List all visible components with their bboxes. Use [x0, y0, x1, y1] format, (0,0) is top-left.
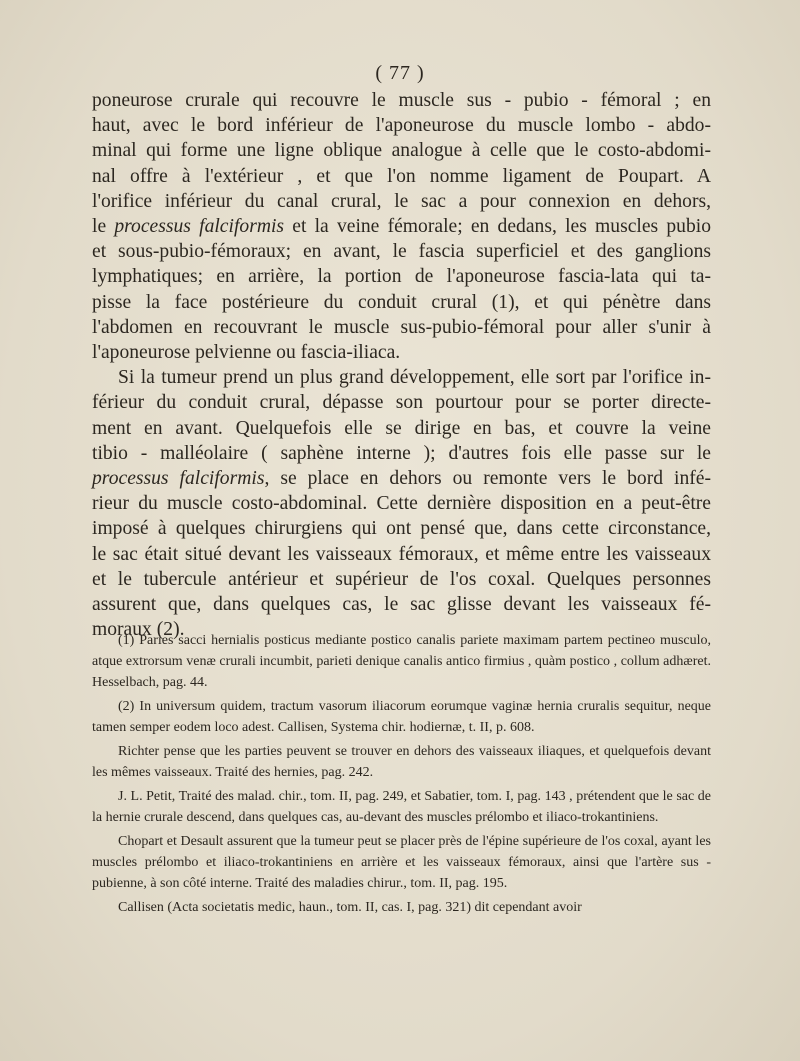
main-text — [92, 88, 711, 642]
text-line: nal offre à l'extérieur , et que l'on nomme ligament de Poupart. A — [92, 165, 711, 187]
text-line: Si la tumeur prend un plus grand développement, elle sort par l'orifice in- — [118, 367, 711, 389]
text-line: tibio - malléolaire ( saphène interne ); d'autres fois elle passe sur le — [92, 442, 711, 464]
latin-term: processus falciformis — [114, 216, 285, 238]
footnote: (1) Paries sacci hernialis posticus mediante postico canalis pariete maximam partem pectineo musculo, atque extrorsum venæ crurali incumbit, parieti denique canalis antico firmius , quàm postico , collum adhæret. Hesselbach, pag. 44. — [92, 633, 711, 690]
text-line: ment en avant. Quelquefois elle se dirige en bas, et couvre la veine — [92, 417, 711, 439]
text-line — [92, 214, 711, 239]
page-number: ( 77 ) — [375, 62, 425, 84]
text-line: le sac était situé devant les vaisseaux fémoraux, et même entre les vaisseaux — [92, 543, 711, 565]
text-fragment: , se place en dehors ou remonte vers le bord infé- — [264, 468, 711, 490]
footnote: (2) In universum quidem, tractum vasorum iliacorum eorumque vaginæ hernia cruralis sequitur, neque tamen semper eodem loco adest. Callisen, Systema chir. hodiernæ, t. II, p. 608. — [92, 699, 711, 735]
text-line: l'orifice inférieur du canal crural, le sac a pour connexion en dehors, — [92, 190, 711, 212]
text-line: rieur du muscle costo-abdominal. Cette dernière disposition en a peut-être — [92, 493, 711, 515]
text-line: poneurose crurale qui recouvre le muscle sus - pubio - fémoral ; en — [92, 90, 711, 111]
footnote: Richter pense que les parties peuvent se trouver en dehors des vaisseaux iliaques, et quelquefois devant les mêmes vaisseaux. Traité des hernies, pag. 242. — [92, 744, 711, 780]
text-line: haut, avec le bord inférieur de l'aponeurose du muscle lombo - abdo- — [92, 115, 711, 137]
text-line — [92, 466, 711, 491]
text-line: férieur du conduit crural, dépasse son pourtour pour se porter directe- — [92, 392, 711, 414]
text-line: l'aponeurose pelvienne ou fascia-iliaca. — [92, 342, 401, 364]
footnote: J. L. Petit, Traité des malad. chir., tom. II, pag. 249, et Sabatier, tom. I, pag. 143 , prétendent que le sac de la hernie crurale descend, dans quelques cas, au-devant des muscles prélombo et iliaco-trokantiniens. — [92, 789, 711, 825]
text-line: lymphatiques; en arrière, la portion de l'aponeurose fascia-lata qui ta- — [92, 266, 711, 288]
text-fragment: et la veine fémorale; en dedans, les muscles pubio — [284, 216, 712, 238]
text-line: assurent que, dans quelques cas, le sac glisse devant les vaisseaux fé- — [92, 594, 711, 616]
text-line: minal qui forme une ligne oblique analogue à celle que le costo-abdomi- — [92, 140, 711, 162]
text-line: et sous-pubio-fémoraux; en avant, le fascia superficiel et des ganglions — [92, 241, 711, 263]
latin-term: processus falciformis — [92, 468, 265, 490]
text-line: imposé à quelques chirurgiens qui ont pensé que, dans cette circonstance, — [92, 518, 711, 540]
text-line: pisse la face postérieure du conduit crural (1), et qui pénètre dans — [92, 291, 711, 313]
text-line: l'abdomen en recouvrant le muscle sus-pubio-fémoral pour aller s'unir à — [92, 316, 711, 338]
footnotes — [92, 630, 711, 918]
text-line: et le tubercule antérieur et supérieur de l'os coxal. Quelques personnes — [92, 568, 711, 590]
text-fragment: le — [92, 216, 115, 238]
footnote: Callisen (Acta societatis medic, haun., tom. II, cas. I, pag. 321) dit cependant avoir — [118, 900, 582, 915]
text-line: moraux (2). — [92, 619, 185, 641]
footnote: Chopart et Desault assurent que la tumeur peut se placer près de l'épine supérieure de l'os coxal, ayant les muscles prélombo et iliaco-trokantiniens en arrière et les vaisseaux fémoraux, ainsi que l'artère sus - pubienne, à son côté interne. Traité des maladies chirur., tom. II, pag. 195. — [92, 834, 711, 891]
